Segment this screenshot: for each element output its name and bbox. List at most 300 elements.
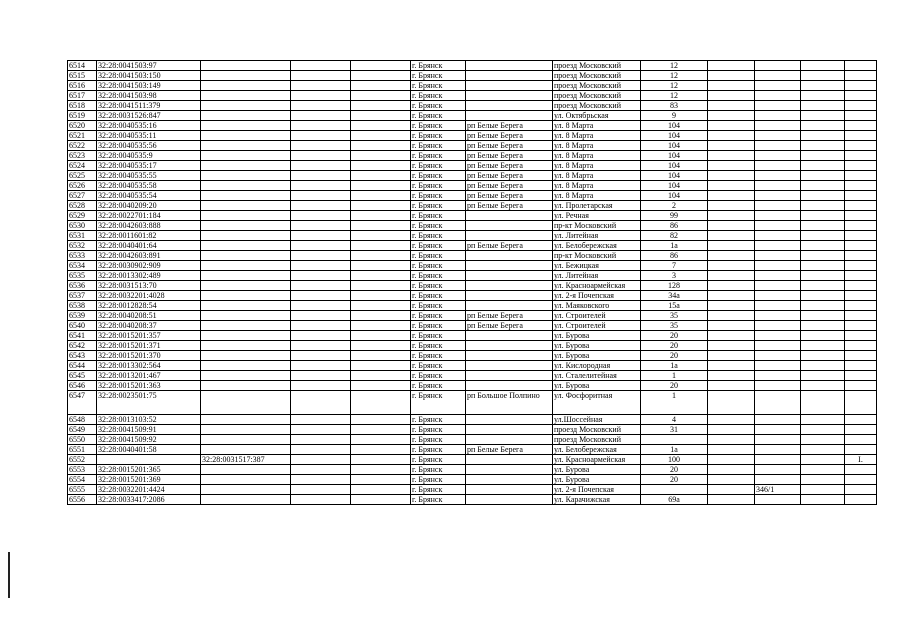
cell-empty	[291, 391, 351, 415]
cell-empty	[291, 241, 351, 251]
cell-settlement	[466, 371, 553, 381]
cell-apartment	[755, 445, 801, 455]
cell-street: ул. Бурова	[553, 465, 641, 475]
table-row	[68, 181, 877, 191]
cell-apartment	[755, 201, 801, 211]
cell-cadastral-number-alt	[201, 181, 291, 191]
cell-extra	[845, 171, 877, 181]
cell-city: г. Брянск	[411, 271, 466, 281]
cell-row-number: 6522	[68, 141, 97, 151]
cell-empty	[801, 131, 845, 141]
cell-street: ул. Бурова	[553, 381, 641, 391]
cell-apartment	[755, 251, 801, 261]
cell-extra	[845, 91, 877, 101]
cell-city: г. Брянск	[411, 71, 466, 81]
scan-edge-mark	[8, 552, 10, 598]
cell-extra	[845, 231, 877, 241]
table-row	[68, 485, 877, 495]
cell-settlement	[466, 281, 553, 291]
cell-house: 1	[641, 391, 708, 415]
cell-extra	[845, 301, 877, 311]
cell-apartment	[755, 91, 801, 101]
cell-building	[708, 241, 755, 251]
cell-empty	[801, 371, 845, 381]
cell-row-number: 6529	[68, 211, 97, 221]
cell-city: г. Брянск	[411, 291, 466, 301]
cell-apartment	[755, 111, 801, 121]
cell-empty	[291, 455, 351, 465]
cell-street: ул. 8 Марта	[553, 171, 641, 181]
cell-cadastral-number: 32:28:0031526:847	[97, 111, 201, 121]
table-row	[68, 221, 877, 231]
cell-cadastral-number: 32:28:0041511:379	[97, 101, 201, 111]
cell-empty	[351, 425, 411, 435]
cell-empty	[291, 371, 351, 381]
cell-cadastral-number-alt	[201, 371, 291, 381]
cell-city: г. Брянск	[411, 171, 466, 181]
cell-cadastral-number: 32:28:0032201:4028	[97, 291, 201, 301]
cell-empty	[291, 435, 351, 445]
cell-settlement	[466, 111, 553, 121]
cell-apartment	[755, 121, 801, 131]
cell-building	[708, 191, 755, 201]
cell-cadastral-number-alt	[201, 281, 291, 291]
cell-row-number: 6556	[68, 495, 97, 505]
cell-cadastral-number-alt	[201, 61, 291, 71]
cell-extra	[845, 445, 877, 455]
cell-settlement: рп Белые Берега	[466, 445, 553, 455]
table-row	[68, 391, 877, 415]
cell-building	[708, 415, 755, 425]
cell-building	[708, 475, 755, 485]
cell-row-number: 6527	[68, 191, 97, 201]
cell-street: ул. Речная	[553, 211, 641, 221]
cell-settlement: рп Белые Берега	[466, 201, 553, 211]
cell-empty	[801, 111, 845, 121]
cell-cadastral-number: 32:28:0042603:888	[97, 221, 201, 231]
cell-settlement: рп Большое Полпино	[466, 391, 553, 415]
cell-city: г. Брянск	[411, 221, 466, 231]
cell-row-number: 6531	[68, 231, 97, 241]
cell-cadastral-number-alt	[201, 475, 291, 485]
cell-cadastral-number-alt	[201, 81, 291, 91]
cell-cadastral-number: 32:28:0041503:98	[97, 91, 201, 101]
cell-building	[708, 81, 755, 91]
cell-house: 128	[641, 281, 708, 291]
cell-street: ул. 8 Марта	[553, 141, 641, 151]
cell-house: 104	[641, 161, 708, 171]
cell-row-number: 6552	[68, 455, 97, 465]
cell-empty	[291, 251, 351, 261]
cell-apartment	[755, 415, 801, 425]
cell-apartment	[755, 351, 801, 361]
cell-apartment	[755, 361, 801, 371]
cell-empty	[291, 445, 351, 455]
cell-empty	[291, 221, 351, 231]
cell-building	[708, 71, 755, 81]
cell-extra	[845, 381, 877, 391]
cell-empty	[801, 201, 845, 211]
cell-street: пр-кт Московский	[553, 221, 641, 231]
cell-cadastral-number-alt	[201, 211, 291, 221]
cell-street: проезд Московский	[553, 101, 641, 111]
cell-extra	[845, 111, 877, 121]
cell-row-number: 6523	[68, 151, 97, 161]
cell-cadastral-number-alt	[201, 301, 291, 311]
cell-cadastral-number-alt	[201, 111, 291, 121]
cell-row-number: 6545	[68, 371, 97, 381]
table-row	[68, 415, 877, 425]
cell-row-number: 6546	[68, 381, 97, 391]
table-row	[68, 91, 877, 101]
cell-cadastral-number-alt	[201, 141, 291, 151]
cell-house: 12	[641, 91, 708, 101]
cell-empty	[801, 241, 845, 251]
cell-empty	[291, 131, 351, 141]
cell-house: 3	[641, 271, 708, 281]
cell-empty	[351, 131, 411, 141]
cell-city: г. Брянск	[411, 61, 466, 71]
cell-settlement: рп Белые Берега	[466, 121, 553, 131]
cell-cadastral-number-alt	[201, 485, 291, 495]
cell-cadastral-number: 32:28:0040535:17	[97, 161, 201, 171]
cell-cadastral-number: 32:28:0013302:564	[97, 361, 201, 371]
cell-empty	[801, 351, 845, 361]
cell-row-number: 6551	[68, 445, 97, 455]
cell-cadastral-number: 32:28:0023501:75	[97, 391, 201, 415]
cell-cadastral-number-alt	[201, 445, 291, 455]
cell-city: г. Брянск	[411, 321, 466, 331]
cell-apartment	[755, 131, 801, 141]
cell-city: г. Брянск	[411, 131, 466, 141]
cell-city: г. Брянск	[411, 415, 466, 425]
cell-extra	[845, 341, 877, 351]
cell-row-number: 6521	[68, 131, 97, 141]
cell-cadastral-number-alt	[201, 91, 291, 101]
cell-row-number: 6544	[68, 361, 97, 371]
table-row	[68, 71, 877, 81]
cell-apartment	[755, 101, 801, 111]
cell-row-number: 6555	[68, 485, 97, 495]
table-row	[68, 131, 877, 141]
cell-house: 15а	[641, 301, 708, 311]
cell-empty	[351, 445, 411, 455]
cell-cadastral-number: 32:28:0041509:91	[97, 425, 201, 435]
table-row	[68, 455, 877, 465]
cell-house: 104	[641, 121, 708, 131]
cell-empty	[351, 191, 411, 201]
table-row	[68, 311, 877, 321]
cell-cadastral-number: 32:28:0041503:150	[97, 71, 201, 81]
cell-city: г. Брянск	[411, 191, 466, 201]
cell-row-number: 6539	[68, 311, 97, 321]
cell-settlement	[466, 331, 553, 341]
cell-city: г. Брянск	[411, 81, 466, 91]
cell-cadastral-number-alt	[201, 331, 291, 341]
cell-settlement: рп Белые Берега	[466, 161, 553, 171]
cell-house: 1	[641, 371, 708, 381]
table-row	[68, 101, 877, 111]
table-row	[68, 371, 877, 381]
cell-cadastral-number: 32:28:0041503:149	[97, 81, 201, 91]
cell-empty	[351, 301, 411, 311]
cell-city: г. Брянск	[411, 281, 466, 291]
cell-house: 104	[641, 181, 708, 191]
cell-settlement	[466, 101, 553, 111]
table-row	[68, 201, 877, 211]
table-row	[68, 271, 877, 281]
cell-empty	[801, 425, 845, 435]
cell-row-number: 6532	[68, 241, 97, 251]
cell-house: 104	[641, 191, 708, 201]
cell-row-number: 6517	[68, 91, 97, 101]
cell-extra	[845, 361, 877, 371]
cell-city: г. Брянск	[411, 465, 466, 475]
cell-street: ул. Бежицкая	[553, 261, 641, 271]
cell-street: ул. Белобережская	[553, 445, 641, 455]
cell-building	[708, 361, 755, 371]
cell-settlement	[466, 301, 553, 311]
cell-cadastral-number-alt	[201, 231, 291, 241]
cell-building	[708, 331, 755, 341]
cell-street: ул. 8 Марта	[553, 161, 641, 171]
cell-building	[708, 271, 755, 281]
cell-extra	[845, 291, 877, 301]
cell-street: проезд Московский	[553, 81, 641, 91]
cell-street: проезд Московский	[553, 71, 641, 81]
cell-empty	[291, 231, 351, 241]
cell-empty	[291, 181, 351, 191]
cell-empty	[351, 261, 411, 271]
table-row	[68, 161, 877, 171]
cell-cadastral-number-alt	[201, 381, 291, 391]
cell-apartment	[755, 391, 801, 415]
cell-row-number: 6536	[68, 281, 97, 291]
cell-extra	[845, 121, 877, 131]
cell-street: пр-кт Московский	[553, 251, 641, 261]
cell-city: г. Брянск	[411, 455, 466, 465]
cell-street: ул. Бурова	[553, 351, 641, 361]
cell-empty	[291, 161, 351, 171]
cell-empty	[351, 91, 411, 101]
cell-empty	[801, 321, 845, 331]
cell-building	[708, 161, 755, 171]
cell-cadastral-number-alt	[201, 251, 291, 261]
cell-house: 12	[641, 81, 708, 91]
cell-empty	[801, 331, 845, 341]
cell-building	[708, 211, 755, 221]
cell-cadastral-number-alt	[201, 465, 291, 475]
cell-settlement	[466, 271, 553, 281]
cell-cadastral-number-alt	[201, 261, 291, 271]
cell-empty	[351, 485, 411, 495]
cell-row-number: 6518	[68, 101, 97, 111]
cell-city: г. Брянск	[411, 391, 466, 415]
cell-street: ул. Строителей	[553, 321, 641, 331]
cell-empty	[291, 211, 351, 221]
cell-building	[708, 495, 755, 505]
cell-building	[708, 341, 755, 351]
cell-row-number: 6514	[68, 61, 97, 71]
cell-extra	[845, 331, 877, 341]
cell-empty	[801, 181, 845, 191]
cell-empty	[351, 201, 411, 211]
cell-apartment	[755, 371, 801, 381]
cell-cadastral-number-alt	[201, 415, 291, 425]
cell-house: 20	[641, 331, 708, 341]
cell-settlement: рп Белые Берега	[466, 321, 553, 331]
cell-extra	[845, 435, 877, 445]
cell-cadastral-number-alt	[201, 351, 291, 361]
cell-building	[708, 141, 755, 151]
cell-settlement: рп Белые Берега	[466, 151, 553, 161]
cell-house: 12	[641, 71, 708, 81]
cell-row-number: 6516	[68, 81, 97, 91]
cell-empty	[291, 381, 351, 391]
cell-empty	[801, 261, 845, 271]
cell-empty	[351, 435, 411, 445]
cell-empty	[801, 91, 845, 101]
cell-street: проезд Московский	[553, 61, 641, 71]
cell-settlement: рп Белые Берега	[466, 191, 553, 201]
cell-empty	[291, 475, 351, 485]
cell-empty	[291, 111, 351, 121]
cell-house: 20	[641, 351, 708, 361]
cell-apartment	[755, 231, 801, 241]
cell-apartment	[755, 311, 801, 321]
cell-settlement	[466, 425, 553, 435]
cell-street: ул.Шоссейная	[553, 415, 641, 425]
cell-empty	[801, 281, 845, 291]
cell-city: г. Брянск	[411, 201, 466, 211]
cell-row-number: 6549	[68, 425, 97, 435]
cell-extra	[845, 141, 877, 151]
cell-cadastral-number: 32:28:0015201:369	[97, 475, 201, 485]
cell-empty	[291, 71, 351, 81]
cell-empty	[801, 101, 845, 111]
cell-building	[708, 231, 755, 241]
cell-house: 1а	[641, 445, 708, 455]
cell-house: 104	[641, 151, 708, 161]
cell-cadastral-number: 32:28:0040401:64	[97, 241, 201, 251]
cell-empty	[291, 201, 351, 211]
cell-street: ул. Красноармейская	[553, 281, 641, 291]
cell-empty	[351, 475, 411, 485]
table-row	[68, 361, 877, 371]
cell-cadastral-number: 32:28:0033417:2086	[97, 495, 201, 505]
cell-empty	[291, 261, 351, 271]
cell-empty	[801, 271, 845, 281]
cell-settlement	[466, 251, 553, 261]
table-row	[68, 475, 877, 485]
cell-row-number: 6553	[68, 465, 97, 475]
cell-row-number: 6526	[68, 181, 97, 191]
cell-cadastral-number: 32:28:0015201:357	[97, 331, 201, 341]
cell-building	[708, 465, 755, 475]
cell-building	[708, 91, 755, 101]
cell-extra	[845, 211, 877, 221]
cell-empty	[801, 495, 845, 505]
cell-cadastral-number: 32:28:0040535:58	[97, 181, 201, 191]
cell-empty	[801, 161, 845, 171]
cell-cadastral-number-alt	[201, 321, 291, 331]
table-row	[68, 291, 877, 301]
cell-house: 4	[641, 415, 708, 425]
cell-apartment	[755, 321, 801, 331]
cell-row-number: 6543	[68, 351, 97, 361]
cell-row-number: 6537	[68, 291, 97, 301]
cell-house: 20	[641, 475, 708, 485]
cell-empty	[351, 281, 411, 291]
table-row	[68, 425, 877, 435]
cell-cadastral-number-alt: 32:28:0031517:387	[201, 455, 291, 465]
cell-row-number: 6524	[68, 161, 97, 171]
cell-street: ул. Белобережская	[553, 241, 641, 251]
cell-extra: I.	[845, 455, 877, 465]
cell-empty	[801, 251, 845, 261]
table-row	[68, 141, 877, 151]
cell-empty	[351, 121, 411, 131]
cell-building	[708, 301, 755, 311]
cell-empty	[801, 361, 845, 371]
cell-cadastral-number	[97, 455, 201, 465]
cell-street: ул. Бурова	[553, 331, 641, 341]
cell-empty	[351, 351, 411, 361]
table-row	[68, 301, 877, 311]
cell-city: г. Брянск	[411, 151, 466, 161]
cell-cadastral-number: 32:28:0015201:363	[97, 381, 201, 391]
cell-street: ул. Октябрьская	[553, 111, 641, 121]
cell-extra	[845, 415, 877, 425]
cell-city: г. Брянск	[411, 425, 466, 435]
cell-apartment	[755, 61, 801, 71]
cell-city: г. Брянск	[411, 231, 466, 241]
cell-street: ул. Красноармейская	[553, 455, 641, 465]
cell-settlement	[466, 485, 553, 495]
cell-empty	[291, 351, 351, 361]
cell-extra	[845, 271, 877, 281]
cell-empty	[291, 415, 351, 425]
cell-extra	[845, 151, 877, 161]
cell-empty	[351, 161, 411, 171]
cell-empty	[801, 311, 845, 321]
cell-street: ул. 8 Марта	[553, 131, 641, 141]
cell-building	[708, 121, 755, 131]
cell-settlement: рп Белые Берега	[466, 181, 553, 191]
cell-extra	[845, 311, 877, 321]
cell-cadastral-number: 32:28:0040535:16	[97, 121, 201, 131]
table-row	[68, 495, 877, 505]
cell-city: г. Брянск	[411, 211, 466, 221]
cell-street: ул. 2-я Почепская	[553, 485, 641, 495]
cell-building	[708, 321, 755, 331]
cell-house: 7	[641, 261, 708, 271]
cell-cadastral-number-alt	[201, 311, 291, 321]
cell-apartment	[755, 181, 801, 191]
cell-extra	[845, 475, 877, 485]
cell-empty	[801, 71, 845, 81]
cell-empty	[291, 101, 351, 111]
cell-apartment	[755, 151, 801, 161]
cell-empty	[351, 291, 411, 301]
cell-empty	[291, 425, 351, 435]
cell-apartment	[755, 71, 801, 81]
cell-city: г. Брянск	[411, 435, 466, 445]
cell-house: 1а	[641, 241, 708, 251]
cell-house: 69а	[641, 495, 708, 505]
cell-house: 34а	[641, 291, 708, 301]
cell-building	[708, 171, 755, 181]
